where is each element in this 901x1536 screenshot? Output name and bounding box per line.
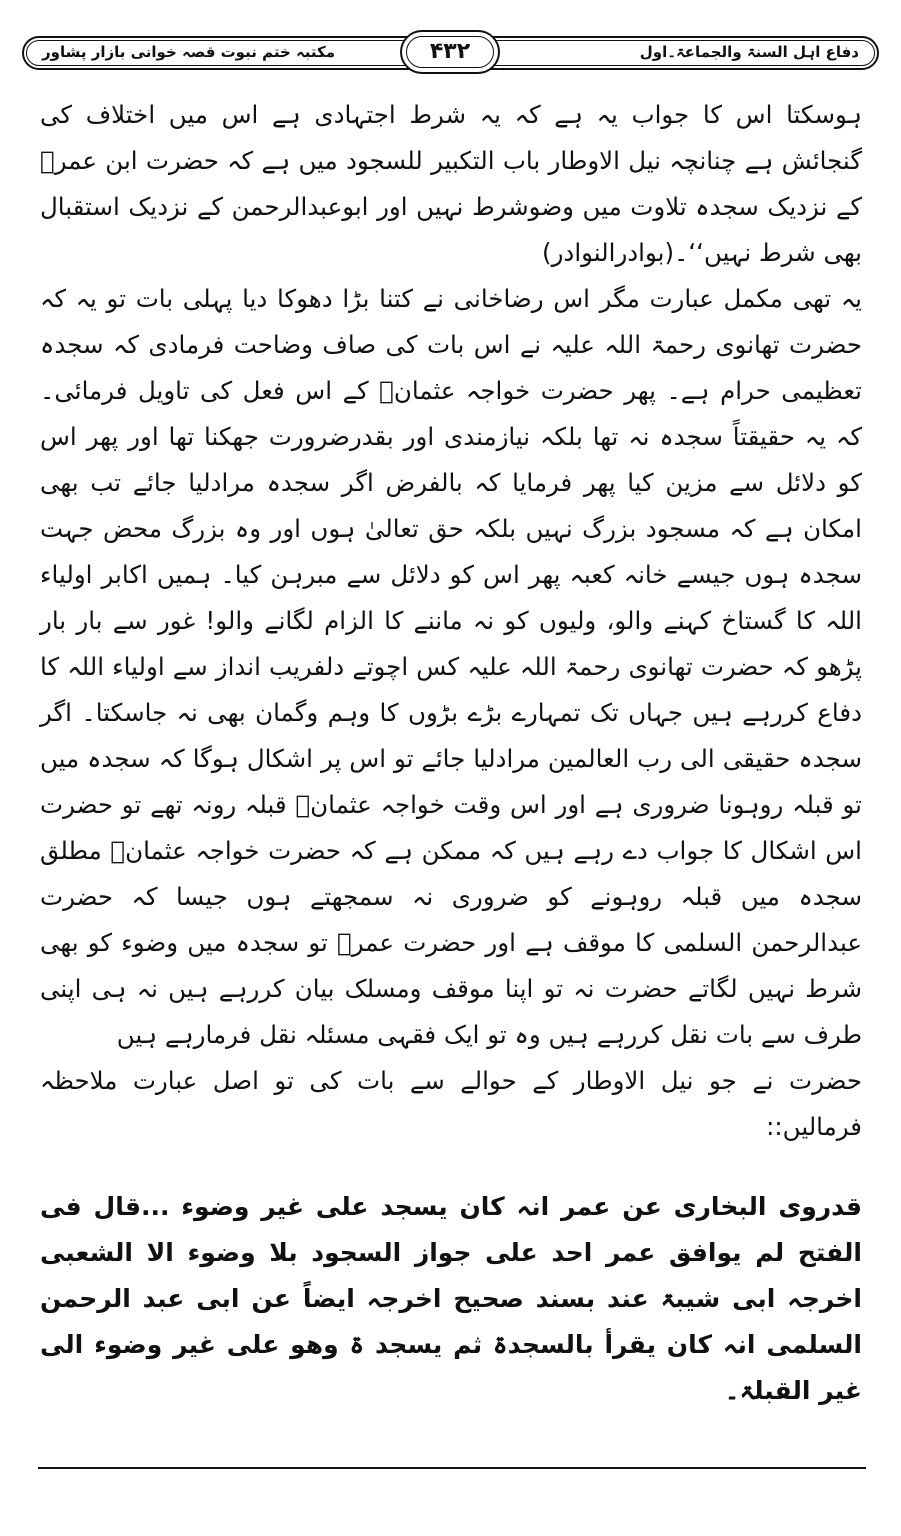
footer-divider: [38, 1467, 866, 1469]
body-text: [40, 92, 862, 1150]
page-header: [22, 28, 879, 84]
paragraph-main: یہ تھی مکمل عبارت مگر اس رضاخانی نے کتنا بڑا دھوکا دیا پہلی بات تو یہ کہ حضرت تھانوی رحمۃ اللہ علیہ نے اس بات کی صاف وضاحت فرمادی کہ سجدہ تعظیمی حرام ہے۔ پھر حضرت خواجہ عثمانؒ کے اس فعل کی تاویل فرمائی۔ کہ یہ حقیقتاً سجدہ نہ تھا بلکہ نیازمندی اور بقدرضرورت جھکنا تھا اور پھر اس کو دلائل سے مزین کیا پھر فرمایا کہ بالفرض اگر سجدہ مرادلیا جائے تب بھی امکان ہے کہ مسجود بزرگ نہیں بلکہ حق تعالیٰ ہوں اور وہ بزرگ محض جہت سجدہ ہوں جیسے خانہ کعبہ پھر اس کو دلائل سے مبرہن کیا۔ ہمیں اکابر اولیاء اللہ کا گستاخ کہنے والو، ولیوں کو نہ ماننے کا الزام لگانے والو! غور سے بار بار پڑھو کہ حضرت تھانوی رحمۃ اللہ علیہ کس اچوتے دلفریب انداز سے اولیاء اللہ کا دفاع کررہے ہیں جہاں تک تمہارے بڑے بڑوں کا وہم وگمان بھی نہ جاسکتا۔ اگر سجدہ حقیقی الی رب العالمین مرادلیا جائے تو اس پر اشکال ہوگا کہ سجدہ میں تو قبلہ روہونا ضروری ہے اور اس وقت خواجہ عثمانؒ قبلہ رونہ تھے تو حضرت اس اشکال کا جواب دے رہے ہیں کہ ممکن ہے کہ حضرت خواجہ عثمانؒ مطلق سجدہ میں قبلہ روہونے کو ضروری نہ سمجھتے ہوں جیسا کہ حضرت عبدالرحمن السلمی کا موقف ہے اور حضرت عمرؓ تو سجدہ میں وضوء کو بھی شرط نہیں لگاتے حضرت نہ تو اپنا موقف ومسلک بیان کررہے ہیں نہ ہی اپنی طرف سے بات نقل کررہے ہیں وہ تو ایک فقہی مسئلہ نقل فرمارہے ہیں: [40, 284, 862, 1049]
arabic-quotation: [40, 1184, 862, 1414]
paragraph-quote-intro: حضرت نے جو نیل الاوطار کے حوالے سے بات کی تو اصل عبارت ملاحظہ فرمالیں::: [40, 1066, 862, 1141]
arabic-quotation-text: قدروی البخاری عن عمر انہ کان یسجد علی غیر وضوء ...قال فی الفتح لم یوافق عمر احد علی جواز السجود بلا وضوء الا الشعبی اخرجہ ابی شیبۃ عند بسند صحیح اخرجہ ایضاً عن ابی عبد الرحمن السلمی انہ کان یقرأ بالسجدۃ ثم یسجد ۃ وھو علی غیر وضوء الی غیر القبلۃ۔: [40, 1192, 862, 1405]
book-title: دفاع اہل السنۃ والجماعۃ۔اول: [639, 43, 859, 61]
page-number: ۴۳۲: [429, 39, 471, 64]
publisher-name: مکتبہ ختم نبوت قصہ خوانی بازار پشاور: [42, 43, 336, 61]
page-number-badge: [400, 30, 500, 74]
paragraph-continuation: ہوسکتا اس کا جواب یہ ہے کہ یہ شرط اجتہادی ہے اس میں اختلاف کی گنجائش ہے چنانچہ نیل الاوطار باب التکبیر للسجود میں ہے کہ حضرت ابن عمرؓ کے نزدیک سجدہ تلاوت میں وضوشرط نہیں اور ابوعبدالرحمن کے نزدیک استقبال بھی شرط نہیں‘‘۔(بوادرالنوادر): [40, 100, 862, 267]
